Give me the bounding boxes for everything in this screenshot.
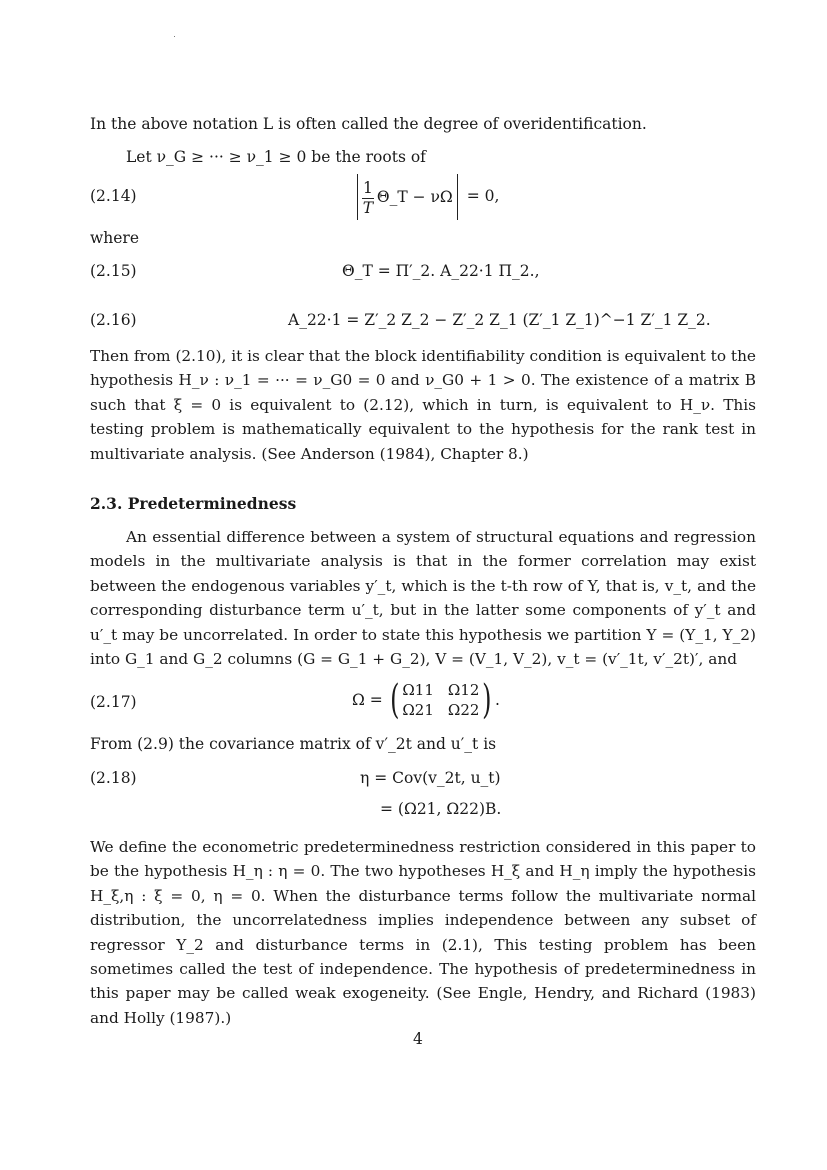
paragraph-restriction bbox=[90, 835, 756, 1030]
right-paren: ) bbox=[482, 677, 492, 723]
eq-2-15: Θ_T = Π′_2. A_22·1 Π_2., bbox=[342, 262, 540, 280]
omega-matrix bbox=[352, 677, 500, 723]
page-number: 4 bbox=[413, 1030, 423, 1048]
eq-2-17 bbox=[352, 677, 500, 723]
eq-2-14-rhs: = 0, bbox=[466, 187, 500, 205]
matrix-cell: Ω22 bbox=[447, 701, 480, 719]
paragraph-block-identifiability bbox=[90, 344, 756, 466]
determinant-body: Θ_T − νΩ bbox=[376, 188, 453, 206]
matrix-tail: . bbox=[495, 691, 500, 709]
fraction-denominator: T bbox=[362, 198, 374, 217]
eq-2-15-label: (2.15) bbox=[90, 262, 137, 280]
eq-2-18-label: (2.18) bbox=[90, 769, 137, 787]
paragraph-predeterminedness bbox=[90, 525, 756, 671]
section-heading: 2.3. Predeterminedness bbox=[90, 494, 297, 513]
eq-2-14 bbox=[357, 174, 499, 220]
matrix-cell: Ω21 bbox=[402, 701, 434, 719]
eq-2-17-label: (2.17) bbox=[90, 693, 137, 711]
matrix-cell: Ω11 bbox=[402, 681, 434, 699]
paragraph-text: An essential difference between a system of structural equations and regression models in the multivariate analysis is that in the former correlation may exist between the endogenous variables y′_t, which is the t-th row of Y, that is, v_t, and the corresponding disturbance term u′_t, but in the latter some components of y′_t and u′_t may be uncorrelated. In order to state this hypothesis we partition Y = (Y_1, Y_2) into G_1 and G_2 columns (G = G_1 + G_2), V = (V_1, V_2), v_t = (v′_1t, v′_2t)′, and bbox=[90, 528, 756, 669]
covariance-line: From (2.9) the covariance matrix of v′_2t and u′_t is bbox=[90, 735, 497, 753]
fraction bbox=[362, 179, 374, 218]
eq-2-16: A_22·1 = Z′_2 Z_2 − Z′_2 Z_1 (Z′_1 Z_1)^−1 Z′_1 Z_2. bbox=[288, 311, 711, 329]
intro-line: In the above notation L is often called the degree of overidentification. bbox=[90, 115, 647, 133]
matrix-grid bbox=[402, 680, 479, 720]
matrix-cell: Ω12 bbox=[447, 681, 480, 699]
eq-2-18-line2: = (Ω21, Ω22)B. bbox=[380, 800, 502, 818]
determinant bbox=[357, 174, 458, 220]
paragraph-text: Then from (2.10), it is clear that the block identifiability condition is equivalent to the hypothesis H_ν : ν_1 = ··· = ν_G0 = 0 and ν_G0 + 1 > 0. The existence of a matrix B such that ξ = 0 is equivalent to (2.12), which in turn, is equivalent to H_ν. This testing problem is mathematically equivalent to the hypothesis for the rank test in multivariate analysis. (See Anderson (1984), Chapter 8.) bbox=[90, 347, 756, 463]
paragraph-text: We define the econometric predeterminedness restriction considered in this paper to be the hypothesis H_η : η = 0. The two hypotheses H_ξ and H_η imply the hypothesis H_ξ,η : ξ = 0, η = 0. When the disturbance terms follow the multivariate normal distribution, the uncorrelatedness implies independence between any subset of regressor Y_2 and disturbance terms in (2.1), This testing problem has been sometimes called the test of independence. The hypothesis of predeterminedness in this paper may be called weak exogeneity. (See Engle, Hendry, and Richard (1983) and Holly (1987).) bbox=[90, 838, 756, 1027]
eq-2-18-line1: η = Cov(v_2t, u_t) bbox=[360, 769, 501, 787]
scan-speck bbox=[174, 36, 175, 37]
where-label: where bbox=[90, 229, 140, 247]
fraction-numerator: 1 bbox=[363, 178, 373, 197]
left-paren: ( bbox=[389, 677, 400, 723]
matrix-lhs: Ω = bbox=[352, 691, 383, 709]
eq-2-16-label: (2.16) bbox=[90, 311, 137, 329]
eq-2-14-label: (2.14) bbox=[90, 187, 137, 205]
roots-line: Let ν_G ≥ ··· ≥ ν_1 ≥ 0 be the roots of bbox=[126, 148, 426, 166]
